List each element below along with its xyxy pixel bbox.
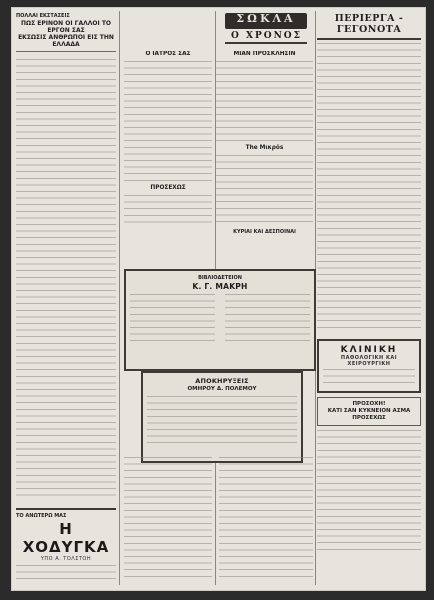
clinic-subtitle: ΠΑΘΟΛΟΓΙΚΗ ΚΑΙ ΧΕΙΡΟΥΡΓΙΚΗ	[340, 355, 398, 367]
notice-line-3: ΠΡΟΣΕΧΩΣ	[352, 415, 386, 421]
column-4	[317, 13, 421, 583]
column-2-subheadline: ΠΡΟΣΕΧΩΣ	[150, 185, 186, 191]
masthead	[219, 11, 314, 47]
masthead-banner: ΣΩΚΛΑ	[236, 12, 296, 25]
announcement-subtitle: ΟΜΗΡΟΥ Δ. ΠΟΛΕΜΟΥ	[187, 386, 257, 392]
headline-continued: ΕΚΣΩΣΙΣ ΑΝΘΡΩΠΟΙ ΕΙΣ ΤΗΝ ΕΛΛΑΔΑ	[18, 34, 114, 48]
newspaper-page	[11, 7, 426, 591]
masthead-title: Ο ΧΡΟΝΟΣ	[231, 31, 302, 41]
column-rule	[119, 11, 120, 585]
announcement-box	[141, 371, 303, 463]
article-body-col3-lower	[219, 457, 313, 577]
notice-line-2: ΚΑΤΙ ΣΑΝ ΚΥΚΝΕΙΟΝ ΑΣΜΑ	[327, 408, 411, 414]
headline: ΠΩΣ ΕΡΙΝΟΝ ΟΙ ΓΑΛΛΟΙ ΤΟ ΕΡΓΟΝ ΣΑΣ	[20, 20, 112, 34]
story-title: Η ΧΟΔΥΓΚΑ	[22, 520, 110, 556]
ad-title: Κ. Γ. ΜΑΚΡΗ	[192, 282, 248, 291]
clinic-ad	[317, 339, 421, 393]
column-3-headline: ΜΙΑΝ ΠΡΟΣΚΛΗΣΙΝ	[233, 51, 296, 57]
announcement-title: ΑΠΟΚΗΡΥΞΕΙΣ	[195, 377, 249, 385]
clinic-title: ΚΛΙΝΙΚΗ	[340, 345, 398, 355]
column-3-note: ΚΥΡΙΑΙ ΚΑΙ ΔΕΣΠΟΙΝΑΙ	[233, 229, 296, 235]
notice-line-1: ΠΡΟΣΟΧΗ!	[352, 401, 386, 407]
column-4-title: ΠΕΡΙΕΡΓΑ - ΓΕΓΟΝΟΤΑ	[334, 13, 404, 35]
column-3-subheadline: The Μικρόs	[245, 145, 284, 151]
advertisement-box	[124, 269, 316, 371]
column-3	[216, 51, 313, 261]
column-2-headline: Ο ΙΑΤΡΟΣ ΣΑΣ	[145, 51, 191, 57]
notice-box	[317, 397, 421, 426]
column-1	[16, 13, 116, 583]
story-author: ΥΠΟ Α. ΤΟΛΣΤΟΗ	[40, 556, 92, 562]
section-label: ΠΟΛΛΑΙ ΕΚΣΤΑΣΕΙΣ	[16, 13, 70, 19]
ad-line: ΒΙΒΛΙΟΔΕΤΕΙΟΝ	[198, 275, 242, 281]
article-body	[16, 55, 116, 505]
article-body-col2	[124, 457, 212, 577]
bottom-label: ΤΟ ΑΝΩΤΕΡΩ ΜΑΣ	[16, 513, 67, 519]
